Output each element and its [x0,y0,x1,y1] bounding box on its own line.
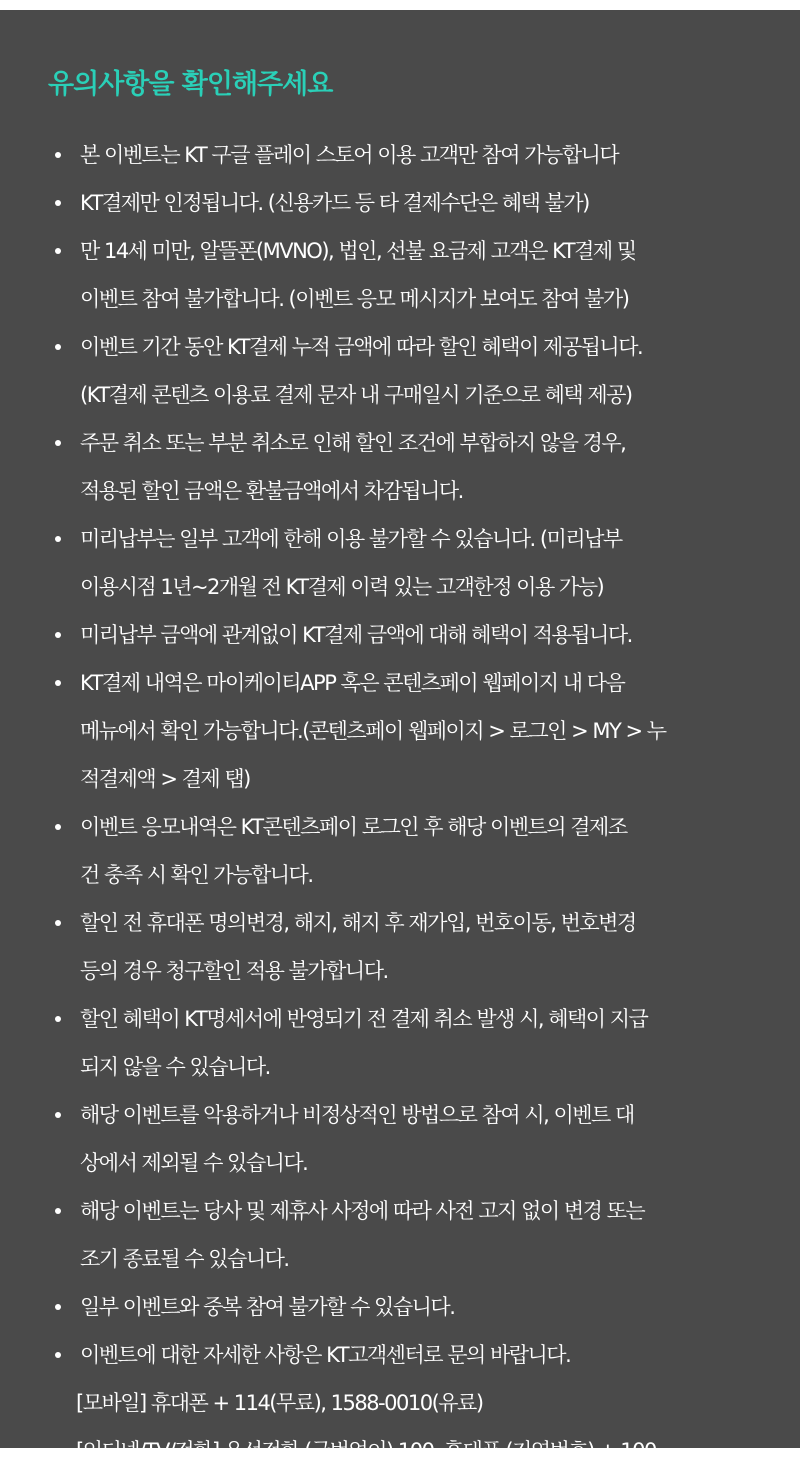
notice-item [0,1331,800,1475]
notice-item-text: 되지 않을 수 있습니다. [80,1055,270,1079]
notice-item-text: 조기 종료될 수 있습니다. [80,1247,289,1271]
notice-item [0,803,800,899]
notice-item-text: 미리납부 금액에 관계없이 KT결제 금액에 대해 혜택이 적용됩니다. [80,623,632,647]
notice-item [0,1091,800,1187]
notice-list [0,131,800,1475]
notice-item [0,323,800,419]
notice-item [0,659,800,803]
bullet-dot-icon [55,1016,61,1022]
notice-item-text: 이벤트 기간 동안 KT결제 누적 금액에 따라 할인 혜택이 제공됩니다. [80,335,643,359]
notice-item-text: 할인 혜택이 KT명세서에 반영되기 전 결제 취소 발생 시, 혜택이 지급 [80,1007,648,1031]
notice-item [0,179,800,227]
bullet-dot-icon [55,344,61,350]
notice-item-text: 이벤트에 대한 자세한 사항은 KT고객센터로 문의 바랍니다. [80,1343,571,1367]
notice-item-text: 건 충족 시 확인 가능합니다. [80,863,313,887]
notice-item-text: 상에서 제외될 수 있습니다. [80,1151,308,1175]
notice-item [0,131,800,179]
notice-item [0,995,800,1091]
bullet-dot-icon [55,824,61,830]
notice-item-text: 미리납부는 일부 고객에 한해 이용 불가할 수 있습니다. (미리납부 [80,527,622,551]
notice-item [0,1187,800,1283]
bullet-dot-icon [55,1304,61,1310]
notice-item-text: 이벤트 응모내역은 KT콘텐츠페이 로그인 후 해당 이벤트의 결제조 [80,815,627,839]
notice-item-text: 해당 이벤트는 당사 및 제휴사 사정에 따라 사전 고지 없이 변경 또는 [80,1199,645,1223]
bullet-dot-icon [55,536,61,542]
notice-item [0,419,800,515]
notice-item-text: (KT결제 콘텐츠 이용료 결제 문자 내 구매일시 기준으로 혜택 제공) [80,383,632,407]
bullet-dot-icon [55,248,61,254]
bullet-dot-icon [55,1208,61,1214]
notice-item [0,899,800,995]
notice-item-text: 등의 경우 청구할인 적용 불가합니다. [80,959,388,983]
bullet-dot-icon [55,632,61,638]
bullet-dot-icon [55,152,61,158]
notice-item [0,227,800,323]
notice-item-text: 적용된 할인 금액은 환불금액에서 차감됩니다. [80,479,463,503]
notice-item [0,1283,800,1331]
notice-item-text: 본 이벤트는 KT 구글 플레이 스토어 이용 고객만 참여 가능합니다 [80,143,619,167]
notice-item-text: 메뉴에서 확인 가능합니다.(콘텐츠페이 웹페이지 > 로그인 > MY > 누 [80,719,666,743]
notice-item [0,515,800,611]
notice-item-text: 적결제액 > 결제 탭) [80,767,250,791]
bullet-dot-icon [55,1112,61,1118]
bullet-dot-icon [55,440,61,446]
notice-item-text: 이벤트 참여 불가합니다. (이벤트 응모 메시지가 보여도 참여 불가) [80,287,629,311]
notice-item-text: 할인 전 휴대폰 명의변경, 해지, 해지 후 재가입, 번호이동, 번호변경 [80,911,636,935]
notice-item-text: 해당 이벤트를 악용하거나 비정상적인 방법으로 참여 시, 이벤트 대 [80,1103,634,1127]
bullet-dot-icon [55,200,61,206]
notice-item-text: 이용시점 1년~2개월 전 KT결제 이력 있는 고객한정 이용 가능) [80,575,604,599]
notice-item-text: 만 14세 미만, 알뜰폰(MVNO), 법인, 선불 요금제 고객은 KT결제 및 [80,239,636,263]
bullet-dot-icon [55,920,61,926]
notice-item [0,611,800,659]
notice-item-text: 주문 취소 또는 부분 취소로 인해 할인 조건에 부합하지 않을 경우, [80,431,626,455]
notice-item-text: KT결제만 인정됩니다. (신용카드 등 타 결제수단은 혜택 불가) [80,191,589,215]
notice-title: 유의사항을 확인해주세요 [48,69,333,100]
bullet-dot-icon [55,680,61,686]
contact-info-line: [인터넷/TV/전화] 유선전화 (국번없이) 100, 휴대폰 (지역번호) + 100 [76,1439,656,1463]
bullet-dot-icon [55,1352,61,1358]
notice-item-text: 일부 이벤트와 중복 참여 불가할 수 있습니다. [80,1295,455,1319]
notice-item-text: KT결제 내역은 마이케이티APP 혹은 콘텐츠페이 웹페이지 내 다음 [80,671,625,695]
notice-panel [0,10,800,1463]
contact-info-line: [모바일] 휴대폰 + 114(무료), 1588-0010(유료) [76,1391,483,1415]
